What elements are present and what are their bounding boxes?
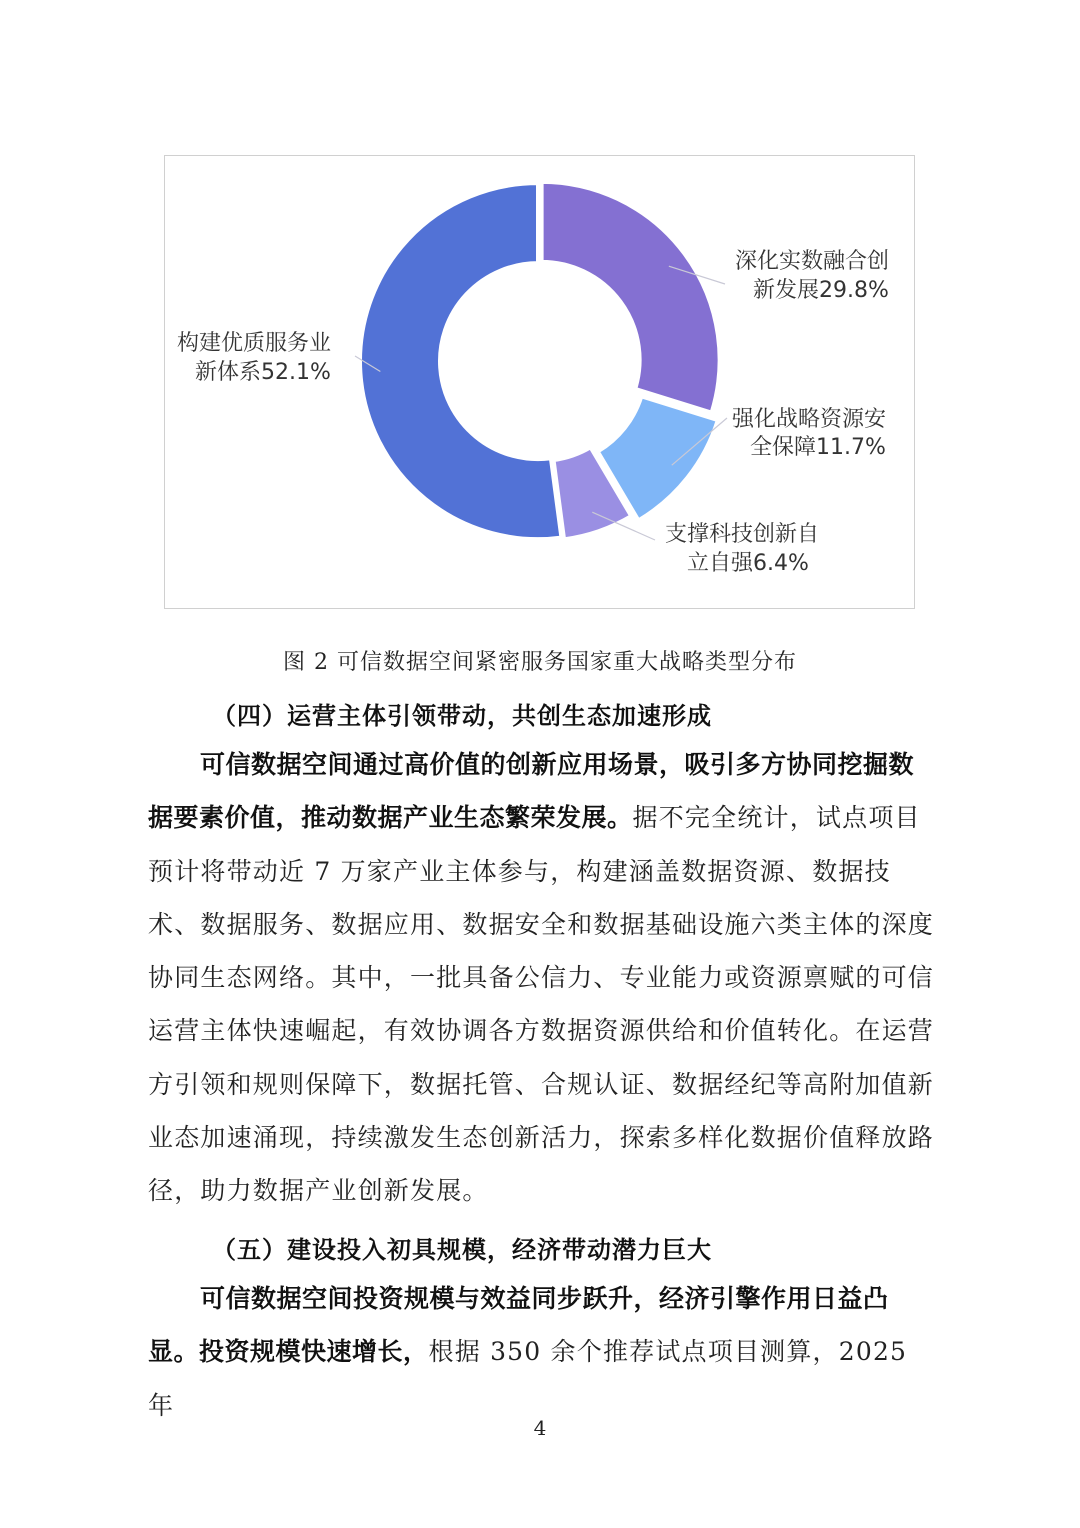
section4-lead: 可信数据空间通过高价值的创新应用场景，吸引多方协同挖掘数据要素价值，推动数据产业生态繁荣发展。 <box>148 750 915 833</box>
slice-service-industry-label-1: 构建优质服务业 <box>177 331 332 356</box>
section4-heading: （四）运营主体引领带动，共创生态加速形成 <box>212 702 712 730</box>
section5-body: 根据 350 余个推荐试点项目测算，2025 年 <box>148 1337 908 1420</box>
slice-strategic-resources-label-2: 全保障11.7% <box>750 435 886 460</box>
section5-paragraph <box>148 1272 938 1432</box>
section5-lead: 可信数据空间投资规模与效益同步跃升，经济引擎作用日益凸显。 <box>148 1284 889 1367</box>
slice-deepen-integration <box>542 182 720 413</box>
section5-lead2: 投资规模快速增长， <box>199 1337 429 1367</box>
section4-paragraph <box>148 738 938 1218</box>
section4-body: 据不完全统计，试点项目预计将带动近 7 万家产业主体参与，构建涵盖数据资源、数据技术、数据服务、数据应用、数据安全和数据基础设施六类主体的深度协同生态网络。其中，一批具备公信力、专业能力或资源禀赋的可信运营主体快速崛起，有效协调各方数据资源供给和价值转化。在运营方引领和规则保障下，数据托管、合规认证、数据经纪等高附加值新业态加速涌现，持续激发生态创新活力，探索多样化数据价值释放路径，助力数据产业创新发展。 <box>148 803 935 1206</box>
slice-deepen-integration-label-1: 深化实数融合创 <box>735 249 890 274</box>
slice-tech-innovation-label-2: 立自强6.4% <box>687 551 809 576</box>
slice-tech-innovation-label-1: 支撑科技创新自 <box>665 522 820 547</box>
section5-heading: （五）建设投入初具规模，经济带动潜力巨大 <box>212 1236 712 1264</box>
slice-service-industry <box>360 183 561 539</box>
donut-chart <box>165 156 916 610</box>
chart-frame <box>164 155 915 609</box>
figure-caption: 图 2 可信数据空间紧密服务国家重大战略类型分布 <box>283 650 797 675</box>
slice-deepen-integration-label-2: 新发展29.8% <box>753 278 889 303</box>
slice-strategic-resources-label-1: 强化战略资源安 <box>732 407 887 432</box>
slice-service-industry-label-2: 新体系52.1% <box>195 360 331 385</box>
page-number: 4 <box>533 1416 547 1440</box>
